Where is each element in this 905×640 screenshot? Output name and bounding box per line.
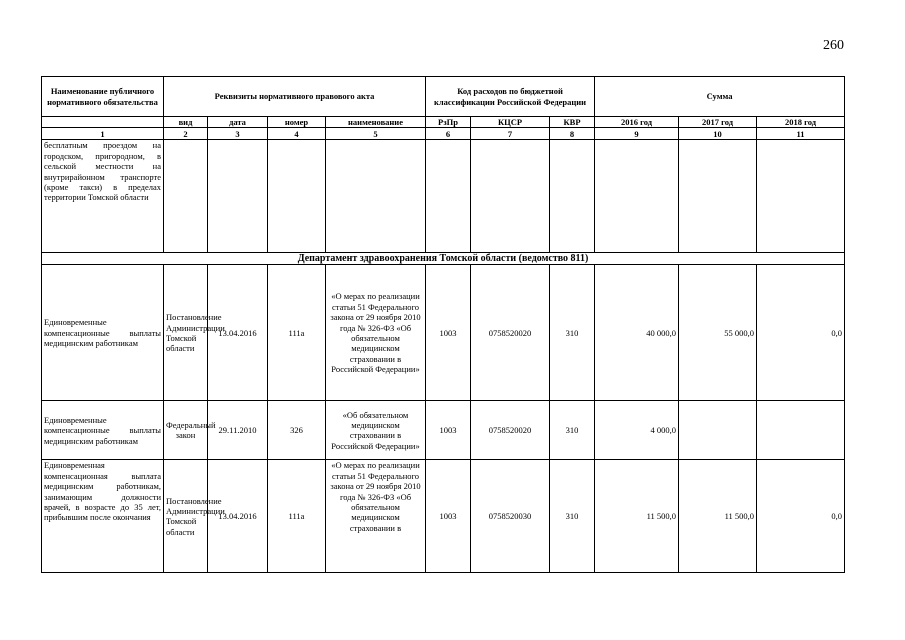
- header-number: номер: [268, 117, 326, 128]
- obligation-cell: Единовременные компенсационные выплаты медицинским работникам: [42, 265, 164, 401]
- header-vid: вид: [164, 117, 208, 128]
- column-number: 3: [208, 128, 268, 140]
- kvr-cell: 310: [550, 401, 595, 460]
- date-cell: 13.04.2016: [208, 460, 268, 573]
- continuation-row: [42, 140, 845, 253]
- sum-2016-cell: 4 000,0: [595, 401, 679, 460]
- number-cell: 111а: [268, 460, 326, 573]
- table-header: [42, 77, 845, 128]
- header-date: дата: [208, 117, 268, 128]
- column-number: 2: [164, 128, 208, 140]
- column-number: 11: [757, 128, 845, 140]
- table-row: [42, 460, 845, 573]
- column-number: 4: [268, 128, 326, 140]
- header-2017: 2017 год: [679, 117, 757, 128]
- header-kvr: КВР: [550, 117, 595, 128]
- act-name-cell: «Об обязательном медицинском страховании в Российской Федерации»: [326, 401, 426, 460]
- department-title: Департамент здравоохранения Томской области (ведомство 811): [42, 253, 845, 265]
- budget-table: [41, 76, 845, 573]
- column-number: 1: [42, 128, 164, 140]
- column-number: 9: [595, 128, 679, 140]
- act-type-cell: Постановление Администрации Томской области: [164, 265, 208, 401]
- sum-2017-cell: 55 000,0: [679, 265, 757, 401]
- date-cell: 13.04.2016: [208, 265, 268, 401]
- rzpr-cell: 1003: [426, 401, 471, 460]
- header-2016: 2016 год: [595, 117, 679, 128]
- date-cell: 29.11.2010: [208, 401, 268, 460]
- kvr-cell: 310: [550, 265, 595, 401]
- number-cell: 111а: [268, 265, 326, 401]
- header-sum: Сумма: [595, 77, 845, 117]
- obligation-cell: Единовременные компенсационные выплаты медицинским работникам: [42, 401, 164, 460]
- number-cell: 326: [268, 401, 326, 460]
- rzpr-cell: 1003: [426, 265, 471, 401]
- column-number-row: [42, 128, 845, 140]
- department-row: [42, 253, 845, 265]
- header-2018: 2018 год: [757, 117, 845, 128]
- column-number: 6: [426, 128, 471, 140]
- act-name-cell: «О мерах по реализации статьи 51 Федерального закона от 29 ноября 2010 года № 326-ФЗ «Об обязательном медицинском страховании в: [326, 460, 426, 573]
- header-rzpr: РзПр: [426, 117, 471, 128]
- table-row: [42, 401, 845, 460]
- kvr-cell: 310: [550, 460, 595, 573]
- table-row: [42, 265, 845, 401]
- column-number: 8: [550, 128, 595, 140]
- sum-2018-cell: 0,0: [757, 265, 845, 401]
- kcsr-cell: 0758520020: [471, 401, 550, 460]
- act-name-cell: «О мерах по реализации статьи 51 Федерального закона от 29 ноября 2010 года № 326-ФЗ «Об обязательном медицинском страховании в Российской Федерации»: [326, 265, 426, 401]
- header-kcsr: КЦСР: [471, 117, 550, 128]
- header-budget-code: Код расходов по бюджетной классификации Российской Федерации: [426, 77, 595, 117]
- sum-2018-cell: 0,0: [757, 460, 845, 573]
- kcsr-cell: 0758520020: [471, 265, 550, 401]
- rzpr-cell: 1003: [426, 460, 471, 573]
- column-number: 10: [679, 128, 757, 140]
- sum-2018-cell: [757, 401, 845, 460]
- column-number: 5: [326, 128, 426, 140]
- continuation-text: бесплатным проездом на городском, пригородном, в сельской местности на внутрирайонном транспорте (кроме такси) в пределах территории Томской области: [42, 140, 164, 253]
- header-obligation-blank: [42, 117, 164, 128]
- sum-2017-cell: 11 500,0: [679, 460, 757, 573]
- header-requisites: Реквизиты нормативного правового акта: [164, 77, 426, 117]
- header-name: наименование: [326, 117, 426, 128]
- page-number: 260: [823, 38, 844, 53]
- column-number: 7: [471, 128, 550, 140]
- header-obligation: Наименование публичного нормативного обязательства: [42, 77, 164, 117]
- obligation-cell: Единовременная компенсационная выплата медицинским работникам, занимающим должности врачей, в возрасте до 35 лет, прибывшим после окончания: [42, 460, 164, 573]
- sum-2016-cell: 40 000,0: [595, 265, 679, 401]
- act-type-cell: Федеральный закон: [164, 401, 208, 460]
- sum-2017-cell: [679, 401, 757, 460]
- sum-2016-cell: 11 500,0: [595, 460, 679, 573]
- kcsr-cell: 0758520030: [471, 460, 550, 573]
- act-type-cell: Постановление Администрации Томской области: [164, 460, 208, 573]
